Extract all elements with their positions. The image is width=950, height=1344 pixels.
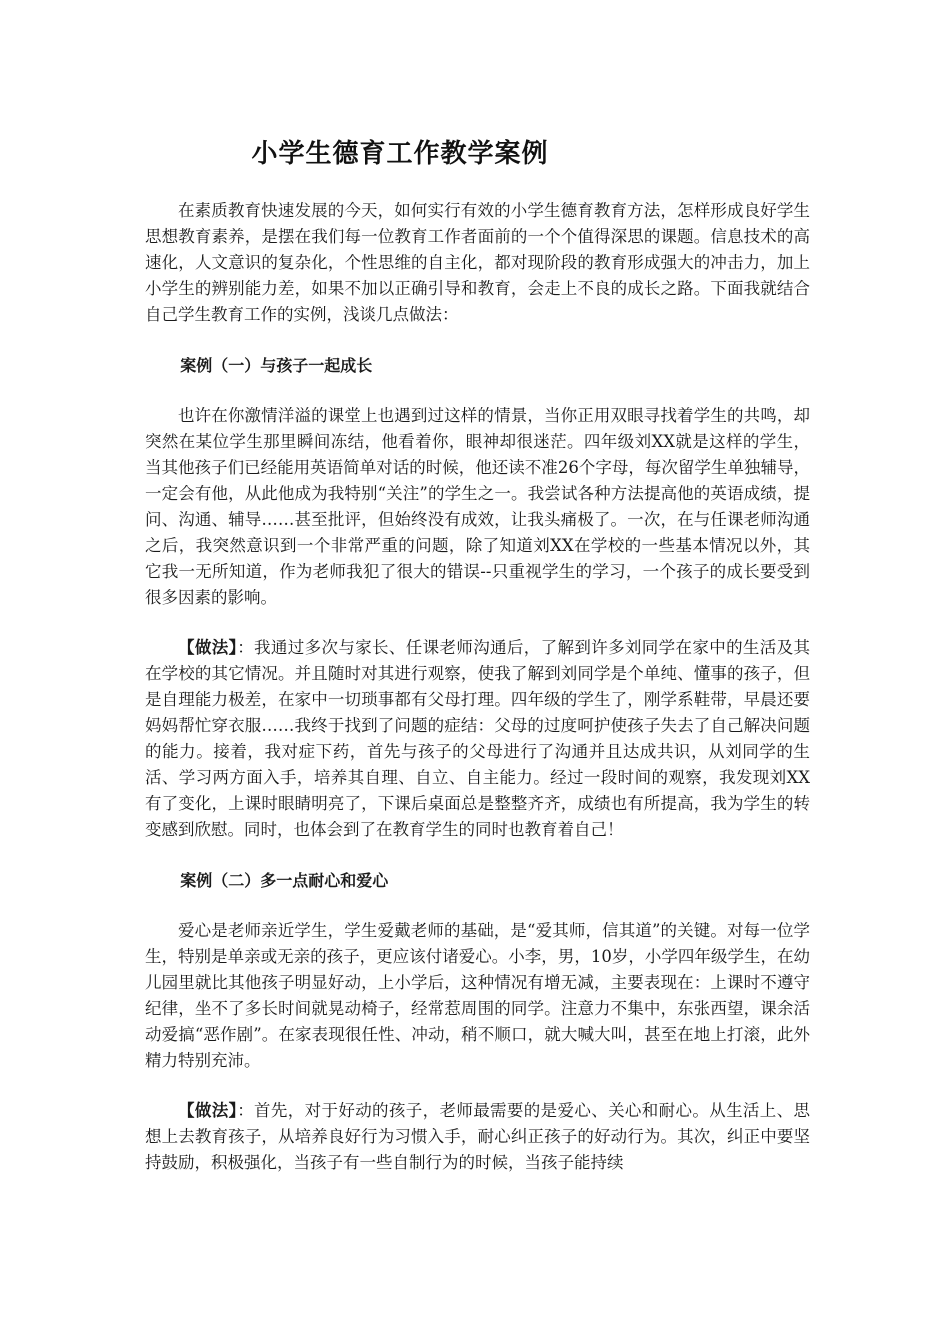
case1-method-text: ：我通过多次与家长、任课老师沟通后，了解到许多刘同学在家中的生活及其在学校的其它情况。并且随时对其进行观察，使我了解到刘同学是个单纯、懂事的孩子，但是自理能力极差，在家中一切琐事都有父母打理。四年级的学生了，刚学系鞋带，早晨还要妈妈帮忙穿衣服……我终于找到了问题的症结：父母的过度呵护使孩子失去了自己解决问题的能力。接着，我对症下药，首先与孩子的父母进行了沟通并且达成共识，从刘同学的生活、学习两方面入手，培养其自理、自立、自主能力。经过一段时间的观察，我发现刘XX有了变化，上课时眼睛明亮了，下课后桌面总是整整齐齐，成绩也有所提高，我为学生的转变感到欣慰。同时，也体会到了在教育学生的同时也教育着自己！: [145, 638, 811, 839]
case1-body-paragraph: 也许在你激情洋溢的课堂上也遇到过这样的情景，当你正用双眼寻找着学生的共鸣，却突然在某位学生那里瞬间冻结，他看着你，眼神却很迷茫。四年级刘XX就是这样的学生，当其他孩子们已经能用英语简单对话的时候，他还读不准26个字母，每次留学生单独辅导，一定会有他，从此他成为我特别“关注”的学生之一。我尝试各种方法提高他的英语成绩，提问、沟通、辅导……甚至批评，但始终没有成效，让我头痛极了。一次，在与任课老师沟通之后，我突然意识到一个非常严重的问题，除了知道刘XX在学校的一些基本情况以外，其它我一无所知道，作为老师我犯了很大的错误--只重视学生的学习，一个孩子的成长要受到很多因素的影响。: [145, 406, 810, 607]
case2-body-paragraph: 爱心是老师亲近学生，学生爱戴老师的基础，是“爱其师，信其道”的关键。对每一位学生，特别是单亲或无亲的孩子，更应该付诸爱心。小李，男，10岁，小学四年级学生，在幼儿园里就比其他孩子明显好动，上小学后，这种情况有增无减，主要表现在：上课时不遵守纪律，坐不了多长时间就晃动椅子，经常惹周围的同学。注意力不集中，东张西望，课余活动爱搞“恶作剧”。在家表现很任性、冲动，稍不顺口，就大喊大叫，甚至在地上打滚，此外精力特别充沛。: [145, 921, 810, 1070]
spacer: [145, 1074, 810, 1098]
case2-heading: 案例（二）多一点耐心和爱心: [180, 871, 389, 890]
case1-method-label: 【做法】: [178, 638, 238, 657]
case2-method-text: ：首先，对于好动的孩子，老师最需要的是爱心、关心和耐心。从生活上、思想上去教育孩子，从培养良好行为习惯入手，耐心纠正孩子的好动行为。其次，纠正中要坚持鼓励，积极强化，当孩子有一些自制行为的时候，当孩子能持续: [145, 1101, 811, 1172]
case1-heading: 案例（一）与孩子一起成长: [180, 356, 373, 375]
document-title: 小学生德育工作教学案例: [251, 139, 549, 169]
document-body: [145, 198, 810, 1176]
case2-method-label: 【做法】: [178, 1101, 238, 1120]
case1-method-paragraph: [145, 635, 810, 843]
case2-method-paragraph: [145, 1098, 810, 1176]
spacer: [145, 379, 810, 403]
spacer: [145, 611, 810, 635]
spacer: [145, 894, 810, 918]
spacer: [145, 328, 810, 353]
intro-paragraph: 在素质教育快速发展的今天，如何实行有效的小学生德育教育方法，怎样形成良好学生思想教育素养，是摆在我们每一位教育工作者面前的一个个值得深思的课题。信息技术的高速化，人文意识的复杂化，个性思维的自主化，都对现阶段的教育形成强大的冲击力，加上小学生的辨别能力差，如果不加以正确引导和教育，会走上不良的成长之路。下面我就结合自己学生教育工作的实例，浅谈几点做法：: [145, 201, 810, 324]
spacer: [145, 843, 810, 868]
